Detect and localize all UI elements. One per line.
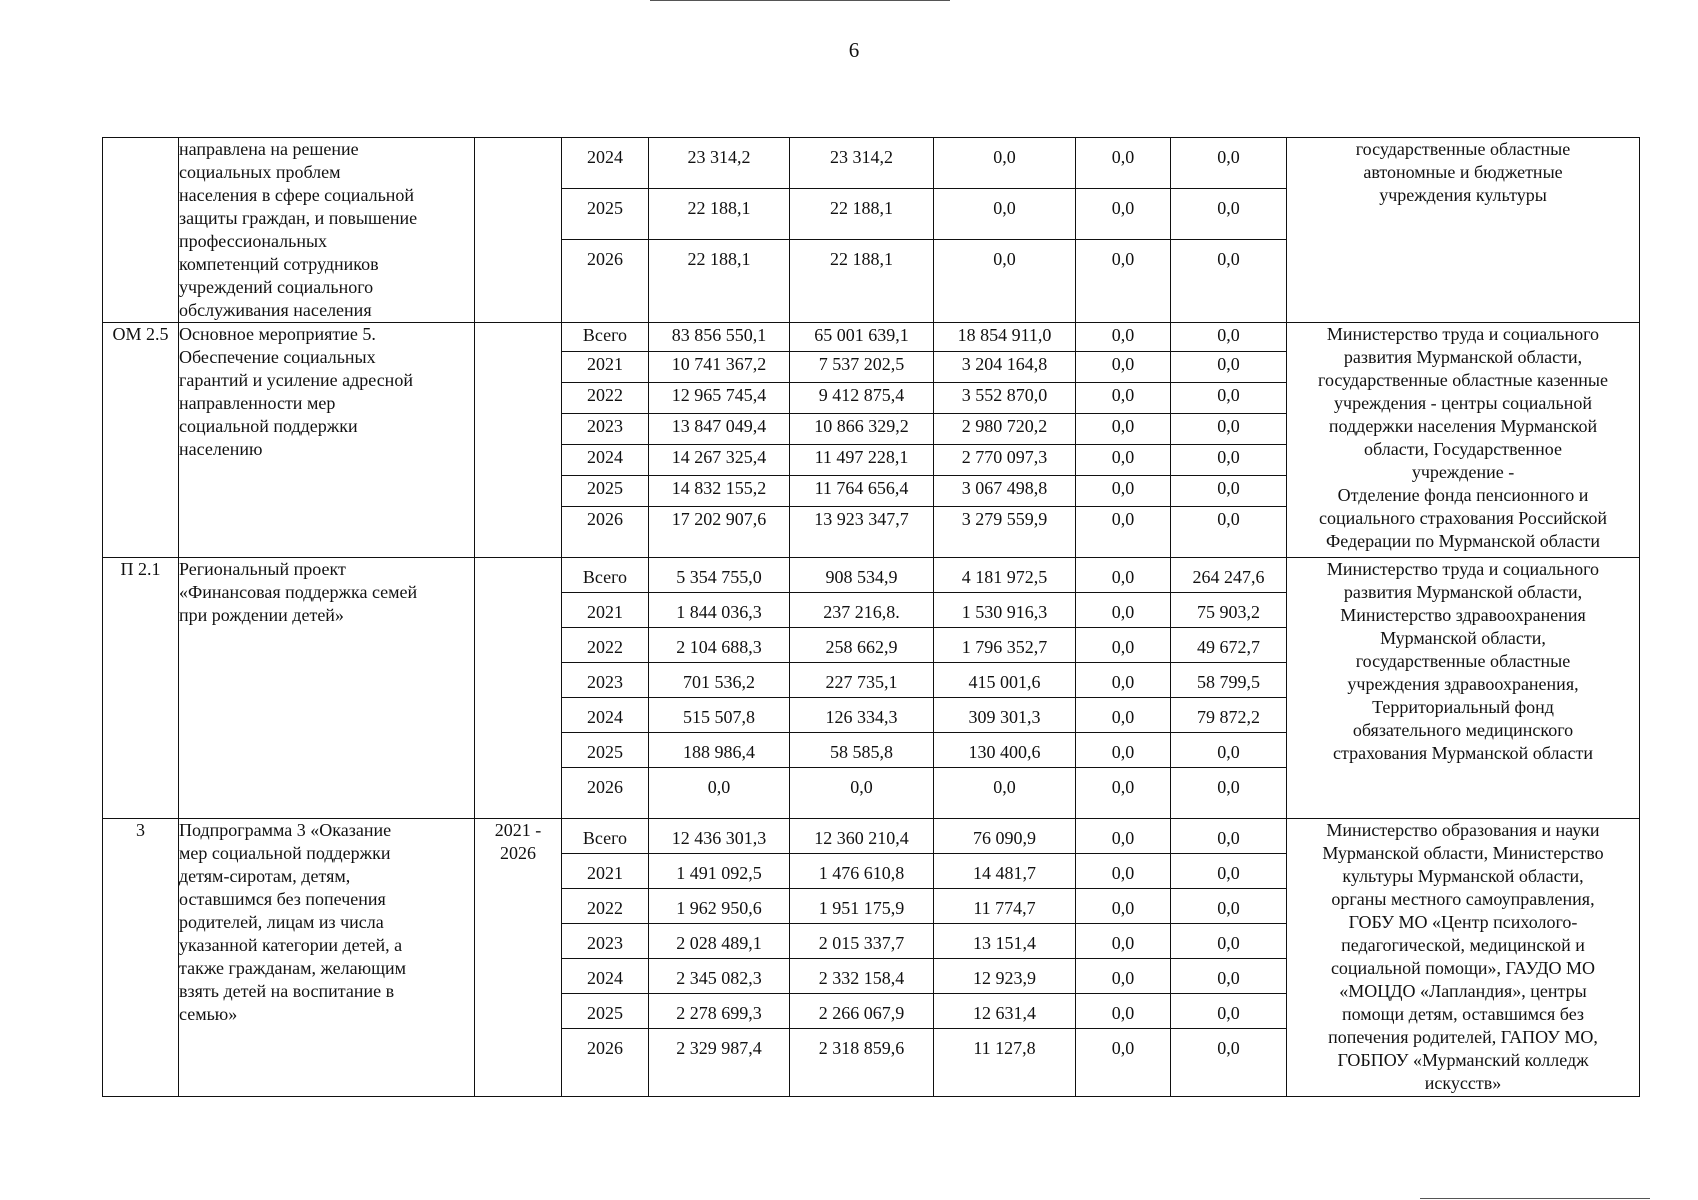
amount-cell: 0,0: [1076, 768, 1171, 819]
executors-line: автономные и бюджетные: [1363, 162, 1563, 182]
amount-cell: 13 151,4: [934, 924, 1076, 959]
amount-cell: 12 436 301,3: [649, 819, 790, 854]
amount-cell: 415 001,6: [934, 663, 1076, 698]
year-cell: Всего: [562, 323, 649, 352]
amount-cell: 11 127,8: [934, 1029, 1076, 1097]
program-name-line: населению: [179, 439, 263, 459]
amount-cell: 3 067 498,8: [934, 476, 1076, 507]
table-row: [103, 323, 1640, 352]
amount-cell: 2 266 067,9: [790, 994, 934, 1029]
amount-cell: 2 329 987,4: [649, 1029, 790, 1097]
executors-line: попечения родителей, ГАПОУ МО,: [1328, 1027, 1598, 1047]
amount-cell: 0,0: [1171, 414, 1287, 445]
executors-line: Министерство здравоохранения: [1340, 605, 1586, 625]
program-name-line: Обеспечение социальных: [179, 347, 376, 367]
year-cell: 2021: [562, 854, 649, 889]
executors: [1287, 558, 1640, 819]
top-rule: [650, 0, 950, 1]
amount-cell: 0,0: [1076, 959, 1171, 994]
amount-cell: 0,0: [1076, 383, 1171, 414]
amount-cell: 12 965 745,4: [649, 383, 790, 414]
amount-cell: 14 481,7: [934, 854, 1076, 889]
program-name-line: оставшимся без попечения: [179, 889, 386, 909]
executors: [1287, 323, 1640, 558]
executors-line: ГОБУ МО «Центр психолого-: [1348, 912, 1578, 932]
year-cell: 2021: [562, 352, 649, 383]
program-name-line: обслуживания населения: [179, 300, 372, 320]
executors-line: государственные областные казенные: [1318, 370, 1608, 390]
row-code: ОМ 2.5: [103, 323, 179, 558]
year-cell: Всего: [562, 558, 649, 593]
amount-cell: 65 001 639,1: [790, 323, 934, 352]
program-name-line: мер социальной поддержки: [179, 843, 391, 863]
amount-cell: 0,0: [1171, 383, 1287, 414]
amount-cell: 701 536,2: [649, 663, 790, 698]
year-cell: 2026: [562, 240, 649, 323]
year-cell: 2025: [562, 189, 649, 240]
amount-cell: 0,0: [1171, 854, 1287, 889]
amount-cell: 58 585,8: [790, 733, 934, 768]
year-cell: 2022: [562, 628, 649, 663]
program-name: [179, 323, 475, 558]
amount-cell: 1 796 352,7: [934, 628, 1076, 663]
executors-line: государственные областные: [1355, 651, 1571, 671]
amount-cell: 0,0: [1076, 323, 1171, 352]
program-name-line: гарантий и усиление адресной: [179, 370, 413, 390]
program-name-line: направлена на решение: [179, 139, 359, 159]
program-name-line: также гражданам, желающим: [179, 958, 406, 978]
amount-cell: 12 631,4: [934, 994, 1076, 1029]
executors-line: социальной помощи», ГАУДО МО: [1330, 958, 1596, 978]
table-row: [103, 558, 1640, 593]
amount-cell: 0,0: [1171, 323, 1287, 352]
amount-cell: 0,0: [1076, 240, 1171, 323]
executors-line: учреждение -: [1411, 462, 1515, 482]
executors-line: Мурманской области, Министерство: [1322, 843, 1604, 863]
amount-cell: 188 986,4: [649, 733, 790, 768]
program-name-line: профессиональных: [179, 231, 328, 251]
program-name-line: социальной поддержки: [179, 416, 358, 436]
program-name: [179, 819, 475, 1097]
amount-cell: 0,0: [1076, 628, 1171, 663]
executors-line: культуры Мурманской области,: [1342, 866, 1584, 886]
year-cell: 2023: [562, 663, 649, 698]
executors: [1287, 138, 1640, 323]
row-code: 3: [103, 819, 179, 1097]
amount-cell: 0,0: [1171, 476, 1287, 507]
amount-cell: 49 672,7: [1171, 628, 1287, 663]
amount-cell: 2 345 082,3: [649, 959, 790, 994]
amount-cell: 0,0: [1171, 138, 1287, 189]
program-name-line: при рождении детей»: [179, 605, 344, 625]
executors-line: учреждения - центры социальной: [1334, 393, 1592, 413]
executors-line: социального страхования Российской: [1318, 508, 1608, 528]
amount-cell: 11 497 228,1: [790, 445, 934, 476]
table-row: [103, 138, 1640, 189]
amount-cell: 1 844 036,3: [649, 593, 790, 628]
amount-cell: 0,0: [1171, 889, 1287, 924]
year-cell: 2023: [562, 924, 649, 959]
amount-cell: 0,0: [1076, 138, 1171, 189]
amount-cell: 0,0: [1171, 924, 1287, 959]
amount-cell: 0,0: [1076, 352, 1171, 383]
amount-cell: 0,0: [1076, 889, 1171, 924]
amount-cell: 0,0: [1076, 924, 1171, 959]
amount-cell: 79 872,2: [1171, 698, 1287, 733]
amount-cell: 0,0: [1171, 959, 1287, 994]
amount-cell: 309 301,3: [934, 698, 1076, 733]
amount-cell: 22 188,1: [649, 240, 790, 323]
executors-line: учреждения здравоохранения,: [1347, 674, 1579, 694]
amount-cell: 3 279 559,9: [934, 507, 1076, 558]
amount-cell: 13 923 347,7: [790, 507, 934, 558]
amount-cell: 2 980 720,2: [934, 414, 1076, 445]
executors-line: искусств»: [1424, 1073, 1502, 1093]
amount-cell: 0,0: [1076, 854, 1171, 889]
year-cell: 2024: [562, 959, 649, 994]
amount-cell: 76 090,9: [934, 819, 1076, 854]
executors-line: педагогической, медицинской и: [1341, 935, 1585, 955]
amount-cell: 1 491 092,5: [649, 854, 790, 889]
amount-cell: 2 278 699,3: [649, 994, 790, 1029]
executors-line: Территориальный фонд: [1372, 697, 1554, 717]
executors-line: «МОЦДО «Лапландия», центры: [1339, 981, 1587, 1001]
amount-cell: 22 188,1: [790, 189, 934, 240]
amount-cell: 0,0: [1171, 768, 1287, 819]
executors-line: ГОБПОУ «Мурманский колледж: [1337, 1050, 1589, 1070]
year-cell: 2025: [562, 733, 649, 768]
executors-line: государственные областные: [1355, 139, 1571, 159]
program-name-line: взять детей на воспитание в: [179, 981, 395, 1001]
amount-cell: 12 923,9: [934, 959, 1076, 994]
amount-cell: 2 318 859,6: [790, 1029, 934, 1097]
year-cell: 2022: [562, 383, 649, 414]
program-name-line: населения в сфере социальной: [179, 185, 415, 205]
amount-cell: 13 847 049,4: [649, 414, 790, 445]
executors-line: развития Мурманской области,: [1343, 347, 1583, 367]
amount-cell: 1 951 175,9: [790, 889, 934, 924]
table-row: [103, 819, 1640, 854]
year-cell: 2026: [562, 768, 649, 819]
program-name-line: детям-сиротам, детям,: [179, 866, 351, 886]
amount-cell: 12 360 210,4: [790, 819, 934, 854]
year-cell: 2025: [562, 476, 649, 507]
year-cell: 2024: [562, 138, 649, 189]
page-number: 6: [848, 38, 860, 62]
amount-cell: 11 774,7: [934, 889, 1076, 924]
program-name-line: Подпрограмма 3 «Оказание: [179, 820, 392, 840]
executors-line: Министерство труда и социального: [1326, 559, 1600, 579]
amount-cell: 22 188,1: [790, 240, 934, 323]
amount-cell: 258 662,9: [790, 628, 934, 663]
amount-cell: 0,0: [1076, 445, 1171, 476]
executors-line: развития Мурманской области,: [1343, 582, 1583, 602]
program-name-line: компетенций сотрудников: [179, 254, 379, 274]
amount-cell: 14 832 155,2: [649, 476, 790, 507]
amount-cell: 17 202 907,6: [649, 507, 790, 558]
program-name-line: семью»: [179, 1004, 238, 1024]
amount-cell: 0,0: [1076, 593, 1171, 628]
executors-line: Мурманской области,: [1380, 628, 1546, 648]
amount-cell: 18 854 911,0: [934, 323, 1076, 352]
executors-line: Отделение фонда пенсионного и: [1337, 485, 1589, 505]
amount-cell: 75 903,2: [1171, 593, 1287, 628]
amount-cell: 0,0: [934, 138, 1076, 189]
year-cell: 2021: [562, 593, 649, 628]
amount-cell: 0,0: [1076, 558, 1171, 593]
amount-cell: 10 741 367,2: [649, 352, 790, 383]
period: [475, 558, 562, 819]
executors-line: помощи детям, оставшимся без: [1341, 1004, 1585, 1024]
row-code: П 2.1: [103, 558, 179, 819]
amount-cell: 5 354 755,0: [649, 558, 790, 593]
amount-cell: 1 962 950,6: [649, 889, 790, 924]
executors-line: органы местного самоуправления,: [1331, 889, 1595, 909]
executors-line: Федерации по Мурманской области: [1326, 531, 1600, 551]
amount-cell: 237 216,8.: [790, 593, 934, 628]
executors-line: Министерство образования и науки: [1326, 820, 1600, 840]
amount-cell: 130 400,6: [934, 733, 1076, 768]
amount-cell: 0,0: [1171, 1029, 1287, 1097]
row-code: [103, 138, 179, 323]
amount-cell: 2 332 158,4: [790, 959, 934, 994]
amount-cell: 0,0: [1076, 507, 1171, 558]
amount-cell: 0,0: [1076, 663, 1171, 698]
period: [475, 323, 562, 558]
executors-line: поддержки населения Мурманской: [1328, 416, 1598, 436]
program-name-line: направленности мер: [179, 393, 336, 413]
program-name: [179, 558, 475, 819]
amount-cell: 0,0: [1076, 698, 1171, 733]
amount-cell: 0,0: [934, 189, 1076, 240]
amount-cell: 0,0: [934, 768, 1076, 819]
amount-cell: 0,0: [649, 768, 790, 819]
amount-cell: 2 028 489,1: [649, 924, 790, 959]
bottom-rule: [1420, 1198, 1650, 1199]
amount-cell: 23 314,2: [649, 138, 790, 189]
year-cell: 2024: [562, 698, 649, 733]
amount-cell: 58 799,5: [1171, 663, 1287, 698]
amount-cell: 1 476 610,8: [790, 854, 934, 889]
amount-cell: 10 866 329,2: [790, 414, 934, 445]
program-name-line: Региональный проект: [179, 559, 346, 579]
amount-cell: 515 507,8: [649, 698, 790, 733]
executors-line: Министерство труда и социального: [1326, 324, 1600, 344]
amount-cell: 14 267 325,4: [649, 445, 790, 476]
program-name-line: Основное мероприятие 5.: [179, 324, 376, 344]
amount-cell: 0,0: [1171, 819, 1287, 854]
amount-cell: 7 537 202,5: [790, 352, 934, 383]
amount-cell: 3 552 870,0: [934, 383, 1076, 414]
program-name-line: «Финансовая поддержка семей: [179, 582, 418, 602]
amount-cell: 0,0: [1076, 819, 1171, 854]
amount-cell: 0,0: [1171, 507, 1287, 558]
amount-cell: 264 247,6: [1171, 558, 1287, 593]
amount-cell: 0,0: [1171, 733, 1287, 768]
budget-table: [102, 137, 1640, 1097]
amount-cell: 2 770 097,3: [934, 445, 1076, 476]
amount-cell: 23 314,2: [790, 138, 934, 189]
program-name-line: родителей, лицам из числа: [179, 912, 384, 932]
year-cell: 2024: [562, 445, 649, 476]
amount-cell: 908 534,9: [790, 558, 934, 593]
amount-cell: 0,0: [1076, 994, 1171, 1029]
amount-cell: 0,0: [1076, 1029, 1171, 1097]
amount-cell: 0,0: [934, 240, 1076, 323]
table-body: [103, 138, 1640, 1097]
amount-cell: 0,0: [790, 768, 934, 819]
amount-cell: 0,0: [1171, 189, 1287, 240]
amount-cell: 0,0: [1171, 240, 1287, 323]
program-name-line: социальных проблем: [179, 162, 341, 182]
amount-cell: 0,0: [1171, 445, 1287, 476]
amount-cell: 0,0: [1076, 189, 1171, 240]
year-cell: 2026: [562, 507, 649, 558]
amount-cell: 0,0: [1076, 414, 1171, 445]
period: 2021 - 2026: [475, 819, 562, 1097]
executors-line: страхования Мурманской области: [1333, 743, 1593, 763]
program-name-line: учреждений социального: [179, 277, 374, 297]
amount-cell: 22 188,1: [649, 189, 790, 240]
executors: [1287, 819, 1640, 1097]
amount-cell: 11 764 656,4: [790, 476, 934, 507]
amount-cell: 2 015 337,7: [790, 924, 934, 959]
amount-cell: 227 735,1: [790, 663, 934, 698]
year-cell: 2022: [562, 889, 649, 924]
program-name-line: указанной категории детей, а: [179, 935, 403, 955]
program-name: [179, 138, 475, 323]
year-cell: 2026: [562, 1029, 649, 1097]
period: [475, 138, 562, 323]
amount-cell: 2 104 688,3: [649, 628, 790, 663]
executors-line: учреждения культуры: [1379, 185, 1547, 205]
amount-cell: 0,0: [1171, 994, 1287, 1029]
amount-cell: 9 412 875,4: [790, 383, 934, 414]
amount-cell: 0,0: [1076, 733, 1171, 768]
program-name-line: защиты граждан, и повышение: [179, 208, 418, 228]
year-cell: 2025: [562, 994, 649, 1029]
amount-cell: 1 530 916,3: [934, 593, 1076, 628]
executors-line: обязательного медицинского: [1352, 720, 1574, 740]
amount-cell: 0,0: [1076, 476, 1171, 507]
amount-cell: 126 334,3: [790, 698, 934, 733]
amount-cell: 3 204 164,8: [934, 352, 1076, 383]
year-cell: Всего: [562, 819, 649, 854]
year-cell: 2023: [562, 414, 649, 445]
amount-cell: 4 181 972,5: [934, 558, 1076, 593]
executors-line: области, Государственное: [1364, 439, 1562, 459]
amount-cell: 83 856 550,1: [649, 323, 790, 352]
amount-cell: 0,0: [1171, 352, 1287, 383]
